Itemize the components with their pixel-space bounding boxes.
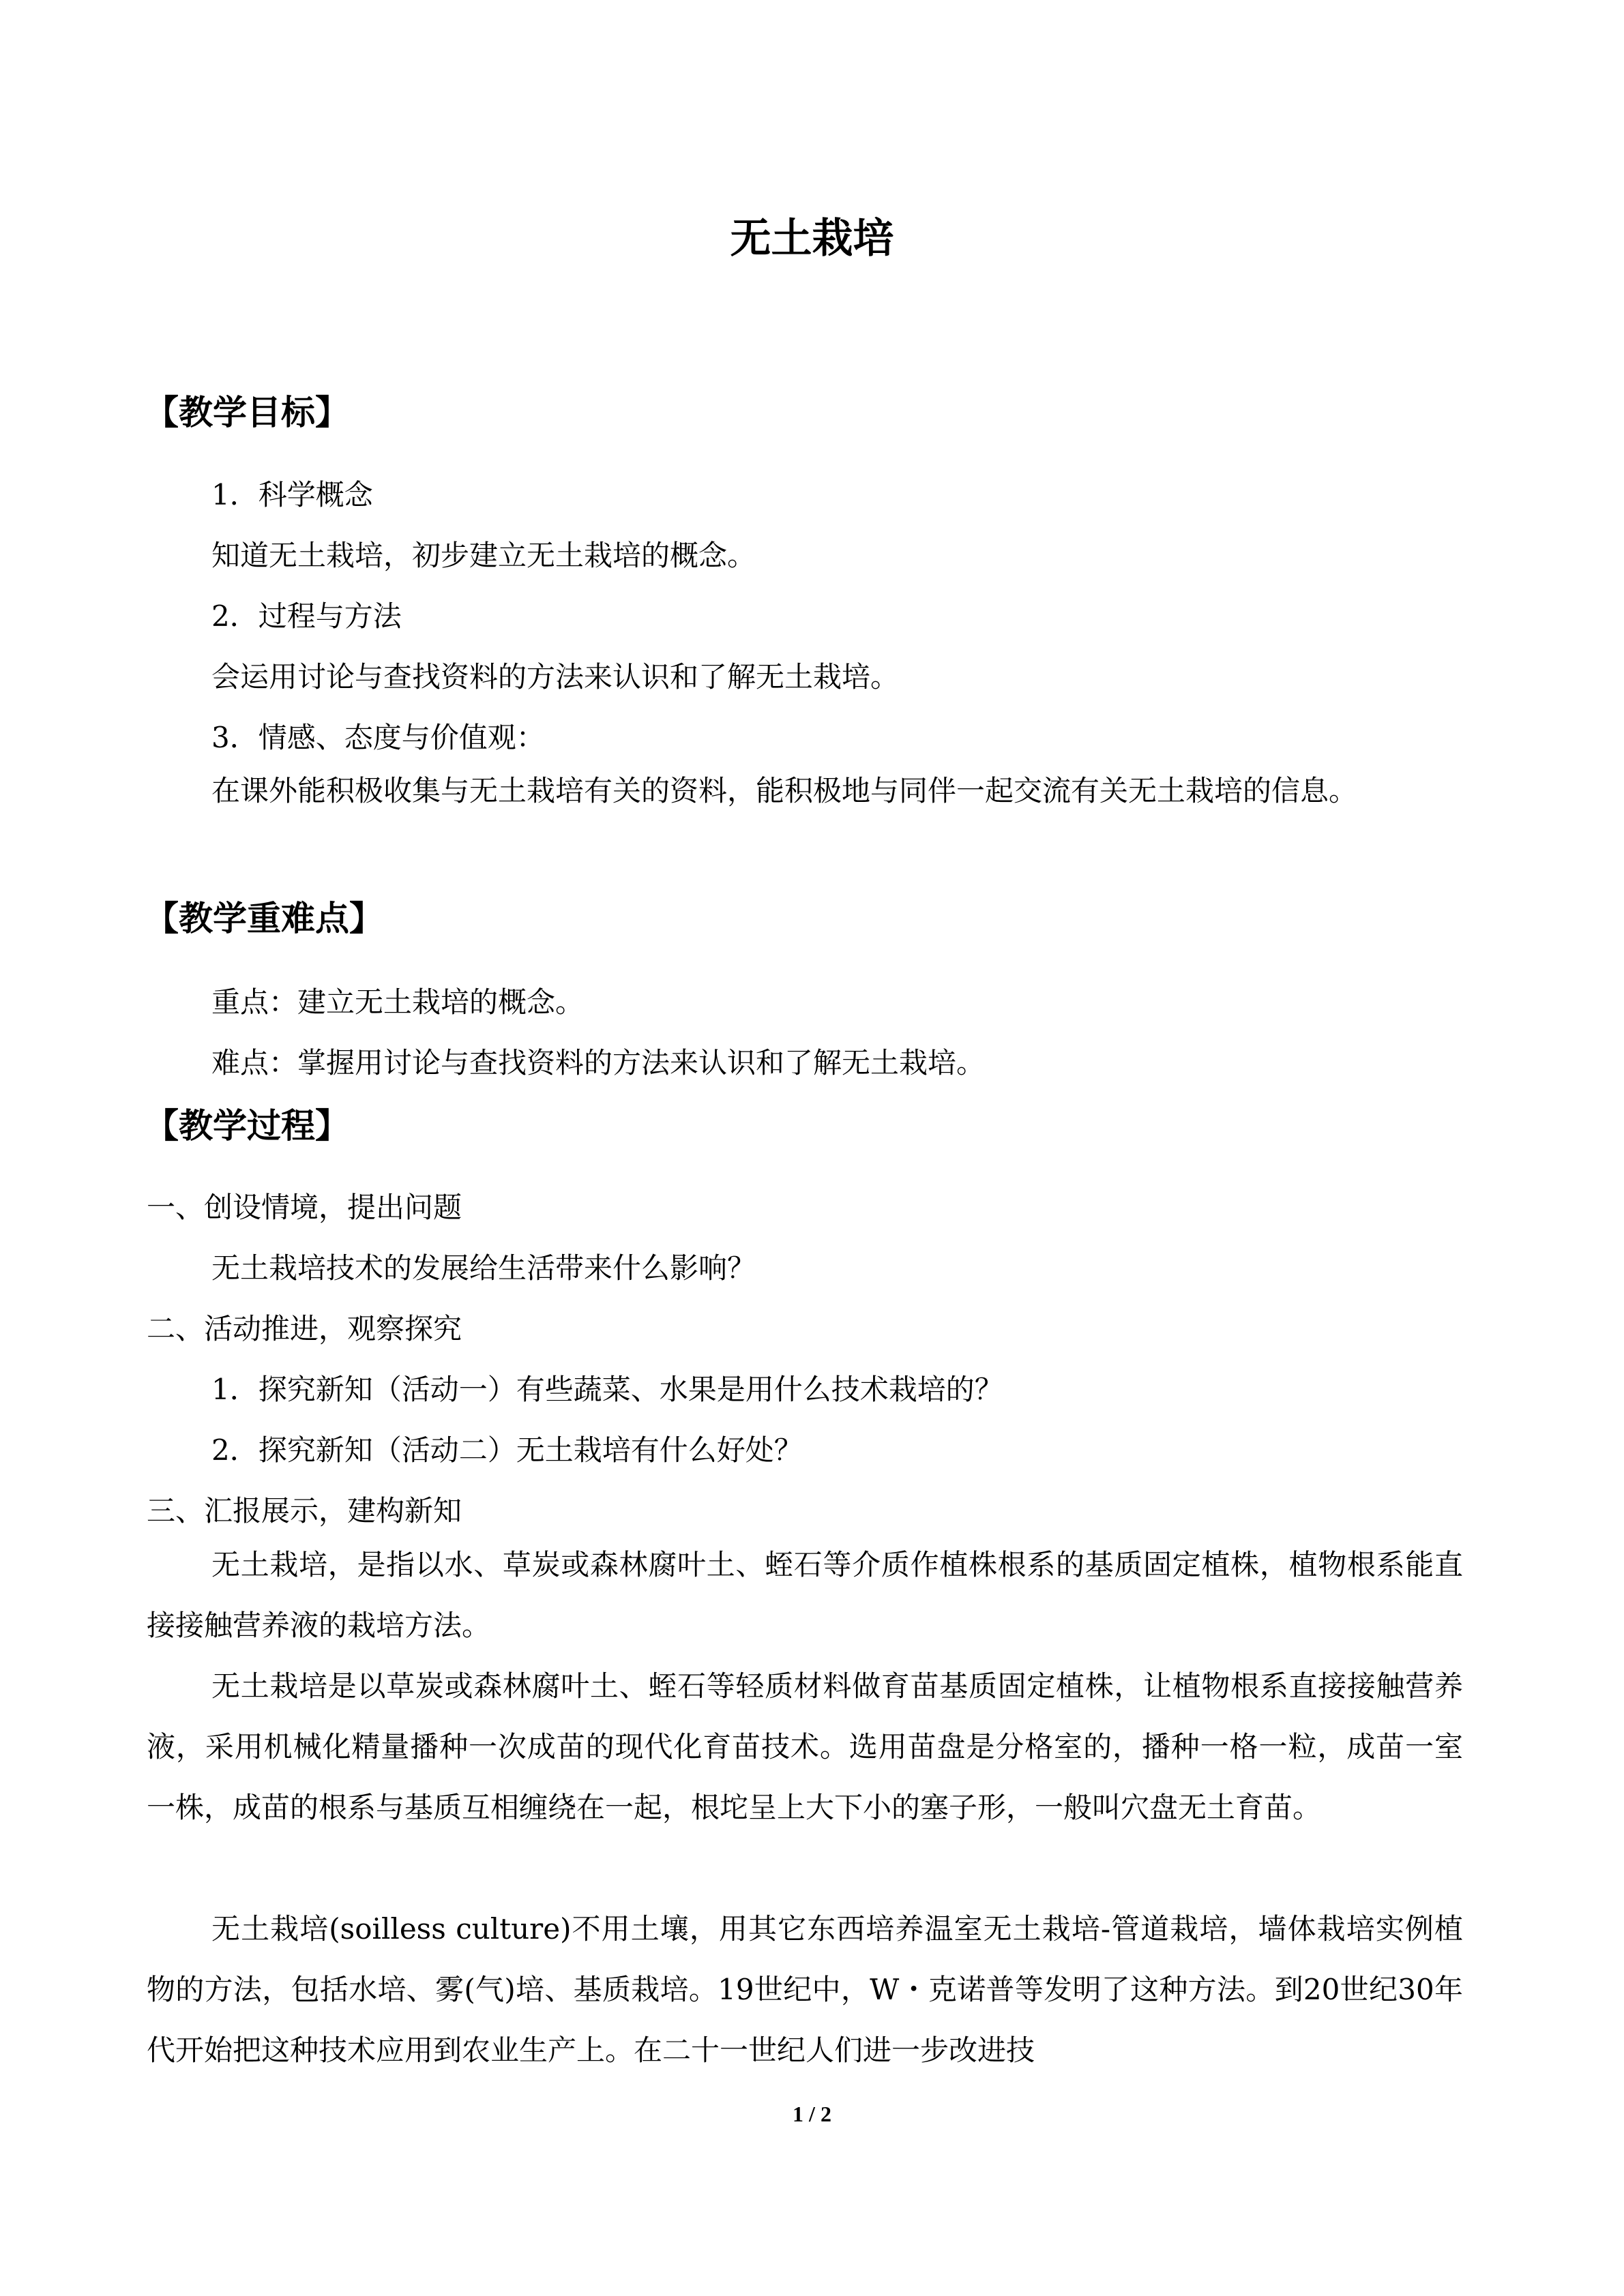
objective-1-title: 1．科学概念 bbox=[211, 478, 373, 511]
heading-key-points: 【教学重难点】 bbox=[145, 899, 383, 938]
objective-3-title: 3．情感、态度与价值观： bbox=[211, 721, 545, 754]
step-2-title: 二、活动推进，观察探究 bbox=[147, 1312, 462, 1345]
difficult-point: 难点：掌握用讨论与查找资料的方法来认识和了解无土栽培。 bbox=[211, 1046, 986, 1079]
page-title: 无土栽培 bbox=[730, 215, 894, 263]
heading-objectives: 【教学目标】 bbox=[145, 393, 349, 432]
objective-2-title: 2．过程与方法 bbox=[211, 599, 402, 633]
step-3-paragraph-3: 无土栽培(soilless culture)不用土壤，用其它东西培养温室无土栽培-管道栽培，墙体栽培实例植物的方法，包括水培、雾(气)培、基质栽培。19世纪中，W・克诺普等发明了这种方法。到20世纪30年代开始把这种技术应用到农业生产上。在二十一世纪人们进一步改进技 bbox=[147, 1912, 1463, 2067]
step-3-paragraph-2: 无土栽培是以草炭或森林腐叶土、蛭石等轻质材料做育苗基质固定植株，让植物根系直接接触营养液，采用机械化精量播种一次成苗的现代化育苗技术。选用苗盘是分格室的，播种一格一粒，成苗一室一株，成苗的根系与基质互相缠绕在一起，根坨呈上大下小的塞子形，一般叫穴盘无土育苗。 bbox=[147, 1669, 1463, 1824]
key-point: 重点：建立无土栽培的概念。 bbox=[211, 985, 585, 1019]
step-2-item-1: 1．探究新知（活动一）有些蔬菜、水果是用什么技术栽培的？ bbox=[211, 1373, 1003, 1406]
objective-1-text: 知道无土栽培，初步建立无土栽培的概念。 bbox=[211, 539, 756, 572]
objective-3-text: 在课外能积极收集与无土栽培有关的资料，能积极地与同伴一起交流有关无土栽培的信息。 bbox=[211, 774, 1358, 807]
step-2-item-2: 2．探究新知（活动二）无土栽培有什么好处？ bbox=[211, 1433, 803, 1467]
page-number: 1 / 2 bbox=[793, 2102, 831, 2126]
step-1-text: 无土栽培技术的发展给生活带来什么影响？ bbox=[211, 1251, 756, 1285]
heading-process: 【教学过程】 bbox=[145, 1106, 349, 1146]
step-3-title: 三、汇报展示，建构新知 bbox=[147, 1494, 462, 1527]
step-3-paragraph-1: 无土栽培，是指以水、草炭或森林腐叶土、蛭石等介质作植株根系的基质固定植株，植物根系能直接接触营养液的栽培方法。 bbox=[147, 1548, 1463, 1642]
objective-2-text: 会运用讨论与查找资料的方法来认识和了解无土栽培。 bbox=[211, 660, 900, 694]
step-1-title: 一、创设情境，提出问题 bbox=[147, 1191, 462, 1224]
